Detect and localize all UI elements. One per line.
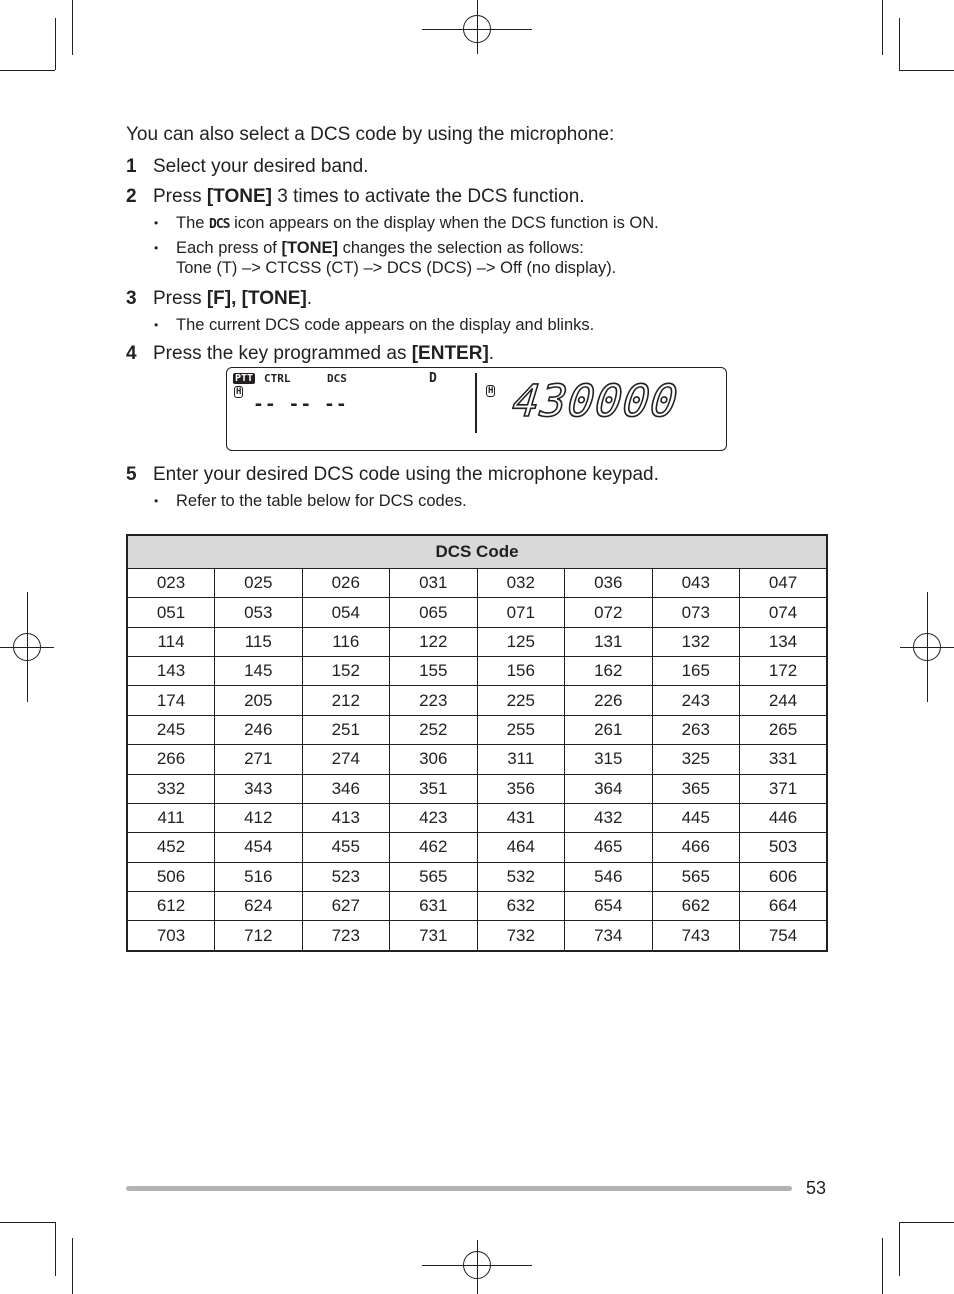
table-row	[127, 833, 827, 862]
table-cell: 446	[740, 803, 828, 832]
step-4	[126, 341, 828, 367]
registration-circle	[913, 633, 941, 661]
instructions	[126, 122, 828, 367]
table-cell: 243	[652, 686, 740, 715]
table-cell: 465	[565, 833, 653, 862]
table-cell: 274	[302, 745, 390, 774]
registration-circle	[463, 15, 491, 43]
crop-mark	[55, 1222, 56, 1276]
table-cell: 026	[302, 569, 390, 598]
table-cell: 252	[390, 715, 478, 744]
table-row	[127, 891, 827, 920]
step-3	[126, 286, 828, 312]
instructions-continued	[126, 458, 828, 511]
table-header: DCS Code	[127, 535, 827, 569]
table-cell: 032	[477, 569, 565, 598]
crop-mark	[899, 1222, 954, 1223]
table-cell: 565	[390, 862, 478, 891]
table-row	[127, 745, 827, 774]
bullet-text: Refer to the table below for DCS codes.	[176, 492, 467, 510]
table-cell: 172	[740, 657, 828, 686]
table-cell: 134	[740, 627, 828, 656]
table-cell: 506	[127, 862, 215, 891]
bullet-dot: •	[154, 318, 159, 332]
table-cell: 325	[652, 745, 740, 774]
table-cell: 271	[215, 745, 303, 774]
table-cell: 115	[215, 627, 303, 656]
dcs-indicator: DCS	[327, 372, 347, 385]
display-divider	[475, 373, 477, 433]
key-label: [F], [TONE]	[206, 288, 307, 309]
radio-display-illustration	[226, 367, 727, 451]
table-cell: 627	[302, 891, 390, 920]
table-cell: 455	[302, 833, 390, 862]
table-cell: 466	[652, 833, 740, 862]
table-cell: 306	[390, 745, 478, 774]
table-cell: 516	[215, 862, 303, 891]
table-cell: 364	[565, 774, 653, 803]
table-cell: 051	[127, 598, 215, 627]
crop-mark	[0, 70, 55, 71]
table-cell: 225	[477, 686, 565, 715]
table-cell: 631	[390, 891, 478, 920]
table-cell: 462	[390, 833, 478, 862]
table-cell: 143	[127, 657, 215, 686]
table-cell: 073	[652, 598, 740, 627]
table-cell: 152	[302, 657, 390, 686]
table-cell: 503	[740, 833, 828, 862]
table-cell: 332	[127, 774, 215, 803]
table-cell: 432	[565, 803, 653, 832]
dcs-code-dashes: -- -- --	[253, 394, 348, 415]
table-cell: 662	[652, 891, 740, 920]
table-cell: 413	[302, 803, 390, 832]
table-cell: 122	[390, 627, 478, 656]
table-cell: 023	[127, 569, 215, 598]
bullet-item	[153, 315, 828, 335]
table-cell: 244	[740, 686, 828, 715]
table-cell: 734	[565, 921, 653, 951]
table-cell: 054	[302, 598, 390, 627]
table-cell: 371	[740, 774, 828, 803]
table-row	[127, 569, 827, 598]
table-cell: 072	[565, 598, 653, 627]
table-cell: 356	[477, 774, 565, 803]
ptt-indicator: PTT	[235, 373, 254, 384]
table-row	[127, 774, 827, 803]
key-label: [TONE]	[206, 186, 272, 207]
table-cell: 624	[215, 891, 303, 920]
step-number: 4	[126, 343, 137, 364]
table-cell: 743	[652, 921, 740, 951]
table-cell: 346	[302, 774, 390, 803]
table-cell: 226	[565, 686, 653, 715]
step-text: Select your desired band.	[153, 156, 369, 177]
registration-circle	[13, 633, 41, 661]
table-cell: 155	[390, 657, 478, 686]
table-cell: 464	[477, 833, 565, 862]
table-cell: 445	[652, 803, 740, 832]
table-cell: 255	[477, 715, 565, 744]
intro-text: You can also select a DCS code by using the microphone:	[126, 124, 615, 145]
step-text: Press the key programmed as [ENTER].	[153, 343, 495, 364]
table-cell: 703	[127, 921, 215, 951]
table-row	[127, 921, 827, 951]
bullet-text: The current DCS code appears on the display and blinks.	[176, 316, 595, 334]
step-number: 3	[126, 288, 137, 309]
page-number: 53	[806, 1178, 827, 1198]
table-cell: 732	[477, 921, 565, 951]
h-indicator: H	[236, 387, 242, 397]
d-indicator: D	[429, 371, 437, 386]
crop-mark	[882, 1238, 883, 1294]
step-1	[126, 154, 828, 180]
crop-mark	[55, 18, 56, 70]
table-cell: 131	[565, 627, 653, 656]
table-cell: 311	[477, 745, 565, 774]
table-cell: 365	[652, 774, 740, 803]
table-cell: 074	[740, 598, 828, 627]
table-cell: 053	[215, 598, 303, 627]
crop-mark	[899, 18, 900, 70]
table-cell: 145	[215, 657, 303, 686]
h-indicator: H	[488, 386, 494, 396]
bullet-item	[153, 213, 828, 235]
table-cell: 251	[302, 715, 390, 744]
registration-circle	[463, 1251, 491, 1279]
crop-mark	[0, 1222, 55, 1223]
table-cell: 632	[477, 891, 565, 920]
table-cell: 546	[565, 862, 653, 891]
table-row	[127, 803, 827, 832]
bullet-dot: •	[154, 241, 159, 255]
table-row	[127, 627, 827, 656]
table-cell: 025	[215, 569, 303, 598]
table-cell: 047	[740, 569, 828, 598]
crop-mark	[882, 0, 883, 55]
table-cell: 071	[477, 598, 565, 627]
step-number: 1	[126, 156, 137, 177]
dcs-code-table	[126, 534, 828, 952]
table-cell: 412	[215, 803, 303, 832]
table-row	[127, 657, 827, 686]
table-cell: 754	[740, 921, 828, 951]
key-label: [ENTER]	[411, 343, 489, 364]
table-cell: 654	[565, 891, 653, 920]
crop-mark	[899, 70, 954, 71]
step-number: 5	[126, 464, 137, 485]
dcs-icon: DCS	[209, 217, 230, 232]
ctrl-indicator: CTRL	[264, 372, 291, 385]
table-row	[127, 598, 827, 627]
table-cell: 315	[565, 745, 653, 774]
table-cell: 265	[740, 715, 828, 744]
table-cell: 205	[215, 686, 303, 715]
table-cell: 036	[565, 569, 653, 598]
step-text: Press [F], [TONE].	[153, 288, 313, 309]
table-cell: 116	[302, 627, 390, 656]
crop-mark	[72, 0, 73, 55]
table-cell: 351	[390, 774, 478, 803]
table-cell: 266	[127, 745, 215, 774]
table-cell: 125	[477, 627, 565, 656]
table-cell: 132	[652, 627, 740, 656]
table-row	[127, 686, 827, 715]
table-cell: 532	[477, 862, 565, 891]
table-cell: 245	[127, 715, 215, 744]
step-text: Press [TONE] 3 times to activate the DCS function.	[153, 186, 585, 207]
table-cell: 431	[477, 803, 565, 832]
table-row	[127, 862, 827, 891]
step-5	[126, 462, 828, 488]
footer-rule	[126, 1186, 792, 1191]
step-2	[126, 184, 828, 210]
table-cell: 165	[652, 657, 740, 686]
crop-mark	[899, 1222, 900, 1276]
table-cell: 156	[477, 657, 565, 686]
step-text: Enter your desired DCS code using the microphone keypad.	[153, 464, 659, 485]
table-cell: 454	[215, 833, 303, 862]
crop-mark	[72, 1238, 73, 1294]
table-cell: 606	[740, 862, 828, 891]
table-cell: 565	[652, 862, 740, 891]
key-label: [TONE]	[281, 239, 339, 257]
table-cell: 043	[652, 569, 740, 598]
bullet-dot: •	[154, 494, 159, 508]
table-cell: 664	[740, 891, 828, 920]
bullet-text: Each press of [TONE] changes the selection as follows: Tone (T) –> CTCSS (CT) –> DCS (DCS) –> Off (no display).	[176, 239, 617, 277]
step-number: 2	[126, 186, 137, 207]
table-cell: 174	[127, 686, 215, 715]
table-cell: 452	[127, 833, 215, 862]
table-cell: 263	[652, 715, 740, 744]
table-cell: 731	[390, 921, 478, 951]
table-cell: 423	[390, 803, 478, 832]
table-cell: 246	[215, 715, 303, 744]
bullet-text: The DCS icon appears on the display when the DCS function is ON.	[176, 214, 659, 232]
table-cell: 343	[215, 774, 303, 803]
table-cell: 162	[565, 657, 653, 686]
table-body	[127, 569, 827, 952]
table-cell: 261	[565, 715, 653, 744]
bullet-dot: •	[154, 216, 159, 230]
table-cell: 523	[302, 862, 390, 891]
table-row	[127, 715, 827, 744]
table-cell: 114	[127, 627, 215, 656]
table-cell: 223	[390, 686, 478, 715]
table-cell: 723	[302, 921, 390, 951]
table-cell: 712	[215, 921, 303, 951]
bullet-item	[153, 238, 828, 278]
table-cell: 612	[127, 891, 215, 920]
table-cell: 212	[302, 686, 390, 715]
table-cell: 331	[740, 745, 828, 774]
table-cell: 031	[390, 569, 478, 598]
table-cell: 065	[390, 598, 478, 627]
frequency-readout: 430000	[510, 376, 681, 427]
bullet-item	[153, 491, 828, 511]
table-cell: 411	[127, 803, 215, 832]
